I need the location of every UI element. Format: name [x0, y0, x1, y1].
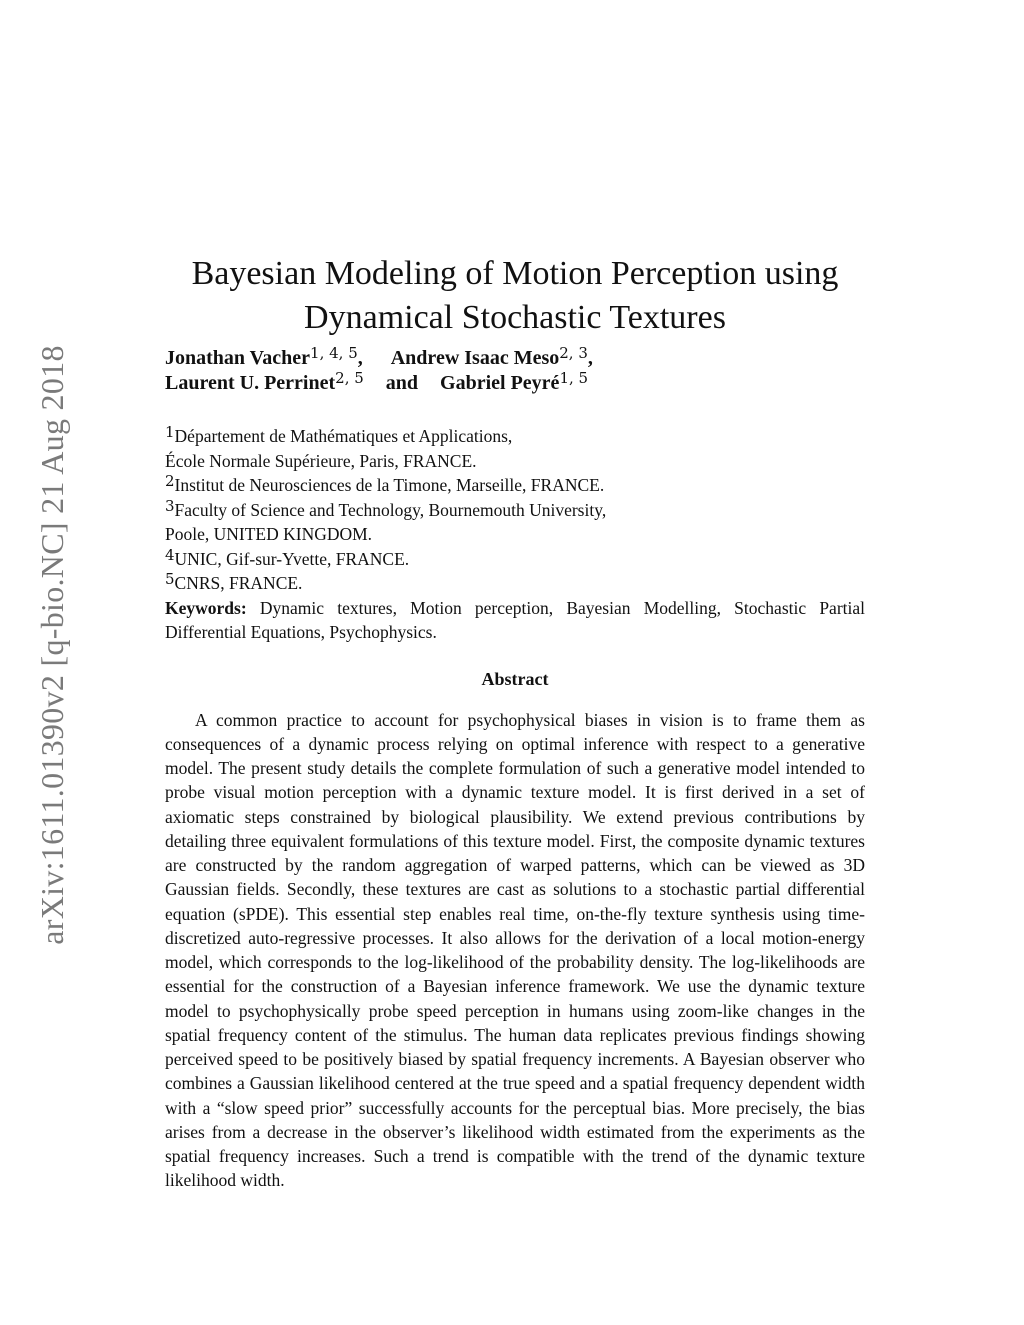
title-line-2: Dynamical Stochastic Textures: [304, 299, 726, 336]
author-affil-marks: 2, 5: [335, 369, 364, 387]
author-name: Jonathan Vacher: [165, 347, 311, 369]
paper-title: [165, 252, 865, 340]
author-line-1: Jonathan Vacher$^{1, 4, 5}$, Andrew Isaac Meso$^{2, 3}$,: [165, 344, 593, 369]
author-name: Andrew Isaac Meso: [390, 347, 560, 369]
author-name: Gabriel Peyré: [440, 372, 560, 394]
title-line-1: Bayesian Modeling of Motion Perception using: [191, 255, 839, 292]
affiliation-2: 2Institut de Neurosciences de la Timone, Marseille, FRANCE.: [165, 472, 605, 495]
affiliations: [165, 424, 865, 645]
arxiv-identifier: arXiv:1611.01390v2 [q-bio.NC] 21 Aug 2018: [34, 345, 70, 945]
author-affil-marks: 1, 4, 5: [310, 344, 358, 362]
affiliation-3: 3Faculty of Science and Technology, Bournemouth University, Poole, UNITED KINGDOM.: [165, 496, 607, 544]
author-affil-marks: 2, 3: [559, 344, 588, 362]
abstract-heading: Abstract: [481, 668, 549, 689]
author-name: Laurent U. Perrinet: [165, 372, 336, 394]
author-affil-marks: 1, 5: [559, 369, 589, 387]
affiliation-1: 1Département de Mathématiques et Applications, École Normale Supérieure, Paris, FRANCE.: [165, 423, 513, 471]
author-conjunction: and: [385, 372, 419, 394]
keywords-label: Keywords:: [165, 597, 247, 618]
paper-front-page: [165, 252, 865, 1193]
keywords: [165, 596, 865, 645]
author-list: [165, 346, 865, 396]
author-line-2: [165, 371, 865, 396]
affiliation-4: 4UNIC, Gif-sur-Yvette, FRANCE.: [165, 545, 410, 569]
affiliation-5: 5CNRS, FRANCE.: [165, 570, 303, 593]
abstract-text: A common practice to account for psychophysical biases in vision is to frame them as consequences of a dynamic process relying on optimal inference with respect to a generative model. The present study details the complete formulation of such a generative model intended to probe visual motion perception with a dynamic texture model. It is first derived in a set of axiomatic steps constrained by biological plausibility. We extend previous contributions by detailing three equivalent formulations of this texture model. First, the composite dynamic textures are constructed by the random aggregation of warped patterns, which can be viewed as 3D Gaussian fields. Secondly, these textures are cast as solutions to a stochastic partial differential equation (sPDE). This essential step enables real time, on-the-fly texture synthesis using time-discretized auto-regressive processes. It also allows for the derivation of a local motion-energy model, which corresponds to the log-likelihood of the probability density. The log-likelihoods are essential for the construction of a Bayesian inference framework. We use the dynamic texture model to psychophysically probe speed perception in humans using zoom-like changes in the spatial frequency content of the stimulus. The human data replicates previous findings showing perceived speed to be positively biased by spatial frequency increments. A Bayesian observer who combines a Gaussian likelihood centered at the true speed and a spatial frequency dependent width with a “slow speed prior” successfully accounts for the perceptual bias. More precisely, the bias arises from a decrease in the observer’s likelihood width estimated from the experiments as the spatial frequency increases. Such a trend is compatible with the trend of the dynamic texture likelihood width.: [165, 709, 865, 1191]
keywords-text: Dynamic textures, Motion perception, Bayesian Modelling, Stochastic Partial Differential Equations, Psychophysics.: [165, 597, 865, 642]
